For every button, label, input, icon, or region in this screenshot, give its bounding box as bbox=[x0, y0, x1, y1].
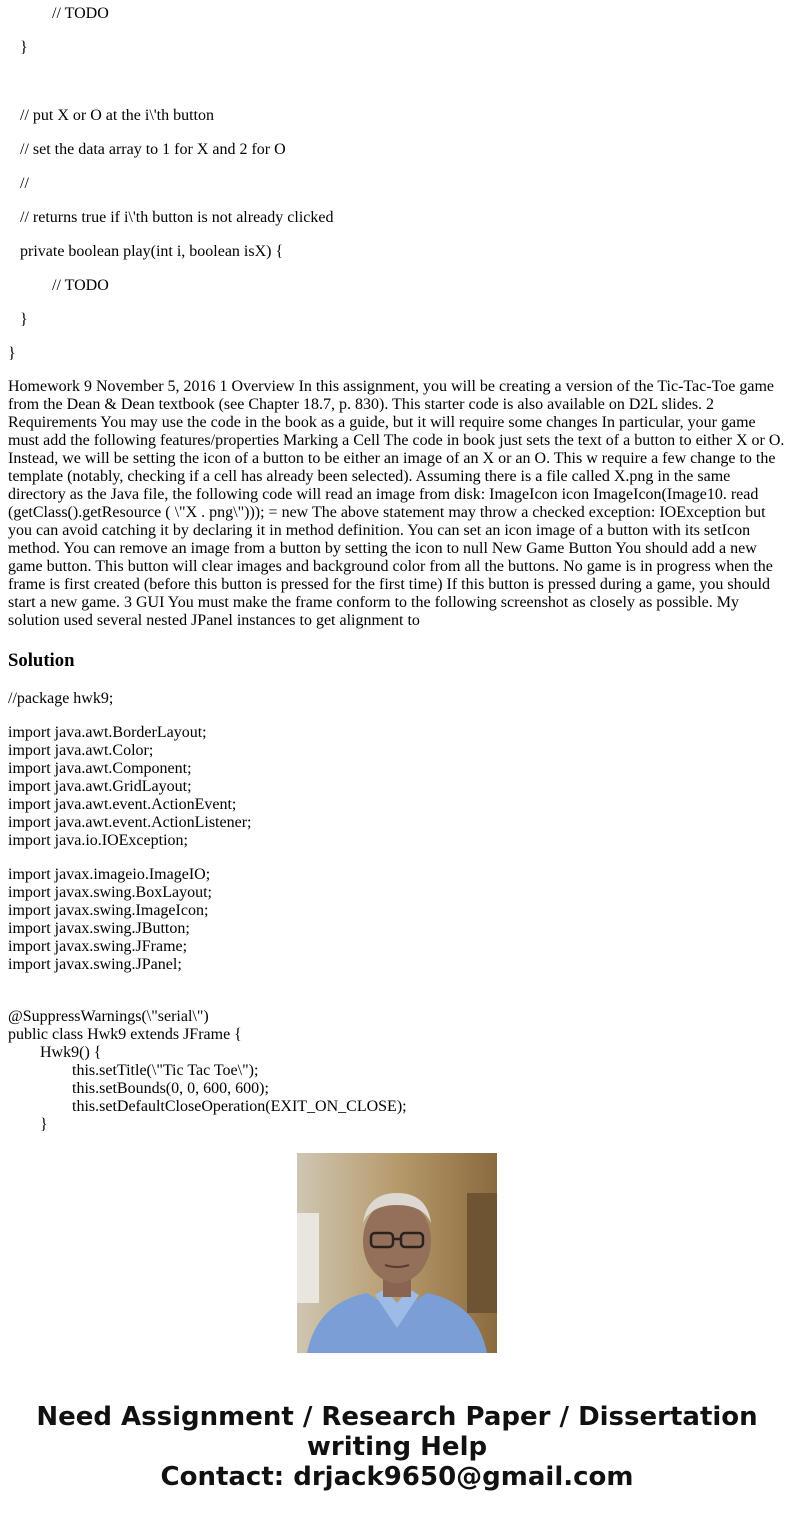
import-line: import java.awt.GridLayout; bbox=[8, 778, 192, 795]
code-line: this.setTitle(\"Tic Tac Toe\"); bbox=[40, 1062, 259, 1079]
package-line: //package hwk9; bbox=[8, 690, 114, 707]
homework-description: Homework 9 November 5, 2016 1 Overview In this assignment, you will be creating a version of the Tic-Tac-Toe game from the Dean & Dean textbook (see Chapter 18.7, p. 830). This starter code is also available on D2L slides. 2 Requirements You may use the code in the book as a guide, but it will require some changes In particular, your game must add the following features/properties Marking a Cell The code in book just sets the text of a button to either X or O. Instead, we will be setting the icon of a button to be either an image of an X or an O. This w require a few change to the template (notably, checking if a cell has already been selected). Assuming there is a file called X.png in the same directory as the Java file, the following code will read an image from disk: ImageIcon icon ImageIcon(Image10. read (getClass().getResource ( \"X . png\"))); = new The above statement may throw a checked exception: IOException but you can avoid catching it by declaring it in method definition. You can set an icon image of a button with its setIcon method. You can remove an image from a button by setting the icon to null New Game Button You should add a new game button. This button will clear images and background color from all the buttons. No game is in progress when the frame is first created (before this button is pressed for the first time) If this button is pressed during a game, you should start a new game. 3 GUI You must make the frame conform to the following screenshot as closely as possible. My solution used several nested JPanel instances to get alignment to bbox=[8, 378, 785, 629]
import-line: import javax.swing.BoxLayout; bbox=[8, 884, 212, 901]
imports-swing-block bbox=[8, 866, 212, 974]
promo-contact: Contact: drjack9650@gmail.com bbox=[160, 1462, 634, 1492]
import-line: import java.awt.BorderLayout; bbox=[8, 724, 207, 741]
import-line: import java.awt.Component; bbox=[8, 760, 192, 777]
promo-line: Need Assignment / Research Paper / Dissertation bbox=[36, 1402, 758, 1432]
import-line: import java.awt.event.ActionListener; bbox=[8, 814, 252, 831]
code-line: public class Hwk9 extends JFrame { bbox=[8, 1026, 242, 1043]
code-line: this.setDefaultCloseOperation(EXIT_ON_CLOSE); bbox=[40, 1098, 407, 1115]
code-line: } bbox=[24, 1116, 48, 1133]
code-line: // set the data array to 1 for X and 2 for O bbox=[20, 141, 286, 158]
promo-line: writing Help bbox=[306, 1432, 488, 1462]
import-line: import javax.swing.JFrame; bbox=[8, 938, 188, 955]
avatar bbox=[297, 1153, 497, 1353]
code-line: } bbox=[20, 311, 28, 328]
code-line: // TODO bbox=[36, 5, 109, 22]
code-line: this.setBounds(0, 0, 600, 600); bbox=[40, 1080, 269, 1097]
import-line: import javax.imageio.ImageIO; bbox=[8, 866, 211, 883]
import-line: import javax.swing.ImageIcon; bbox=[8, 902, 209, 919]
person-photo-icon bbox=[297, 1153, 497, 1353]
solution-heading: Solution bbox=[8, 650, 75, 671]
code-line: } bbox=[8, 345, 16, 362]
import-line: import java.io.IOException; bbox=[8, 832, 188, 849]
promo-banner bbox=[0, 1402, 794, 1492]
import-line: import javax.swing.JButton; bbox=[8, 920, 190, 937]
code-line: private boolean play(int i, boolean isX) { bbox=[20, 243, 284, 260]
code-line: // returns true if i\'th button is not already clicked bbox=[20, 209, 334, 226]
code-line: Hwk9() { bbox=[24, 1044, 102, 1061]
code-line: @SuppressWarnings(\"serial\") bbox=[8, 1008, 209, 1025]
code-line: // put X or O at the i\'th button bbox=[20, 107, 214, 124]
class-code-block bbox=[8, 996, 786, 1133]
code-line: // TODO bbox=[36, 277, 109, 294]
imports-awt-block bbox=[8, 724, 251, 850]
import-line: import java.awt.event.ActionEvent; bbox=[8, 796, 237, 813]
code-line: } bbox=[20, 39, 28, 56]
code-line: // bbox=[20, 175, 29, 192]
import-line: import javax.swing.JPanel; bbox=[8, 956, 182, 973]
import-line: import java.awt.Color; bbox=[8, 742, 154, 759]
